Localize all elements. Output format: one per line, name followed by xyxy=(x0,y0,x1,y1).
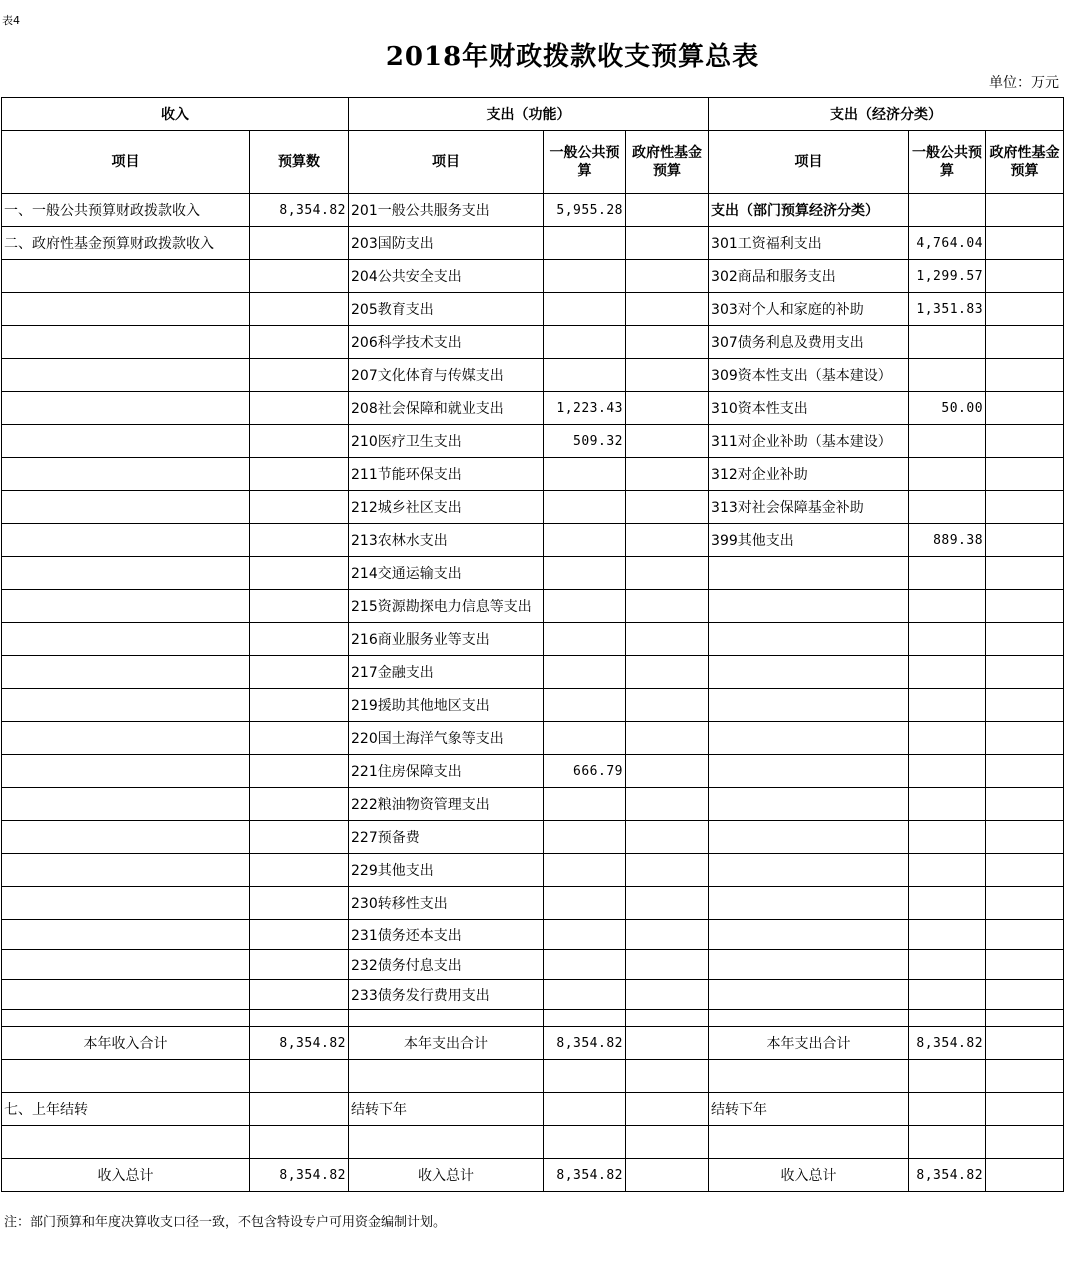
income-item-cell xyxy=(2,887,250,920)
table-row xyxy=(2,359,1064,392)
economic-govfund-cell xyxy=(986,293,1064,326)
income-budget-cell xyxy=(250,293,349,326)
economic-general-cell xyxy=(909,458,986,491)
function-general-cell: 666.79 xyxy=(544,755,626,788)
economic-expense-group-header: 支出（经济分类） xyxy=(709,98,1064,131)
table-row xyxy=(2,623,1064,656)
economic-item-cell: 399其他支出 xyxy=(709,524,909,557)
table-row xyxy=(2,590,1064,623)
table-row xyxy=(2,557,1064,590)
economic-govfund-cell xyxy=(986,821,1064,854)
function-general-cell xyxy=(544,326,626,359)
economic-general-cell: 8,354.82 xyxy=(909,1027,986,1060)
function-general-cell xyxy=(544,887,626,920)
economic-item-cell xyxy=(709,623,909,656)
income-item-cell xyxy=(2,689,250,722)
function-item-cell: 206科学技术支出 xyxy=(349,326,544,359)
income-budget-cell xyxy=(250,950,349,980)
table-row xyxy=(2,755,1064,788)
table-row xyxy=(2,1159,1064,1192)
function-item-header: 项目 xyxy=(349,131,544,194)
table-row xyxy=(2,689,1064,722)
function-govfund-cell xyxy=(626,260,709,293)
table-row xyxy=(2,1093,1064,1126)
function-govfund-cell xyxy=(626,887,709,920)
economic-general-cell xyxy=(909,656,986,689)
header-row-groups xyxy=(2,98,1064,131)
function-general-cell xyxy=(544,854,626,887)
table-row xyxy=(2,920,1064,950)
economic-govfund-cell xyxy=(986,1027,1064,1060)
income-budget-cell xyxy=(250,425,349,458)
economic-general-cell xyxy=(909,1010,986,1027)
economic-govfund-cell xyxy=(986,458,1064,491)
income-budget-header: 预算数 xyxy=(250,131,349,194)
function-general-cell xyxy=(544,458,626,491)
income-item-cell xyxy=(2,524,250,557)
economic-govfund-cell xyxy=(986,227,1064,260)
economic-item-cell: 309资本性支出（基本建设） xyxy=(709,359,909,392)
economic-govfund-cell xyxy=(986,887,1064,920)
table-row xyxy=(2,980,1064,1010)
function-govfund-cell xyxy=(626,722,709,755)
function-govfund-cell xyxy=(626,293,709,326)
economic-general-cell xyxy=(909,623,986,656)
function-govfund-cell xyxy=(626,689,709,722)
economic-general-cell xyxy=(909,557,986,590)
economic-item-cell: 302商品和服务支出 xyxy=(709,260,909,293)
economic-govfund-cell xyxy=(986,1093,1064,1126)
economic-govfund-cell xyxy=(986,590,1064,623)
function-item-cell xyxy=(349,1060,544,1093)
table-row xyxy=(2,260,1064,293)
page-title: 2018年财政拨款收支预算总表 xyxy=(385,42,760,72)
income-item-cell: 一、一般公共预算财政拨款收入 xyxy=(2,194,250,227)
economic-item-cell: 结转下年 xyxy=(709,1093,909,1126)
function-govfund-cell xyxy=(626,326,709,359)
income-item-cell xyxy=(2,788,250,821)
function-govfund-cell xyxy=(626,392,709,425)
income-budget-cell xyxy=(250,326,349,359)
income-budget-cell xyxy=(250,359,349,392)
income-item-header: 项目 xyxy=(2,131,250,194)
economic-item-cell xyxy=(709,1010,909,1027)
economic-govfund-cell xyxy=(986,194,1064,227)
function-govfund-cell xyxy=(626,491,709,524)
economic-item-cell: 313对社会保障基金补助 xyxy=(709,491,909,524)
function-general-cell xyxy=(544,491,626,524)
income-budget-cell xyxy=(250,458,349,491)
economic-item-cell xyxy=(709,1060,909,1093)
table-row xyxy=(2,392,1064,425)
economic-item-cell xyxy=(709,950,909,980)
economic-general-cell xyxy=(909,821,986,854)
income-item-cell xyxy=(2,1010,250,1027)
economic-item-cell xyxy=(709,887,909,920)
income-item-cell: 二、政府性基金预算财政拨款收入 xyxy=(2,227,250,260)
footnote: 注：部门预算和年度决算收支口径一致，不包含特设专户可用资金编制计划。 xyxy=(4,1215,447,1230)
function-item-cell xyxy=(349,1010,544,1027)
function-general-cell: 8,354.82 xyxy=(544,1027,626,1060)
function-item-cell: 212城乡社区支出 xyxy=(349,491,544,524)
function-general-cell xyxy=(544,1126,626,1159)
function-item-cell: 205教育支出 xyxy=(349,293,544,326)
income-item-cell: 收入总计 xyxy=(2,1159,250,1192)
function-govfund-header: 政府性基金预算 xyxy=(626,131,709,194)
economic-govfund-cell xyxy=(986,950,1064,980)
economic-govfund-cell xyxy=(986,359,1064,392)
economic-govfund-cell xyxy=(986,1010,1064,1027)
function-govfund-cell xyxy=(626,1093,709,1126)
table-row xyxy=(2,1060,1064,1093)
function-govfund-cell xyxy=(626,788,709,821)
economic-govfund-header: 政府性基金预算 xyxy=(986,131,1064,194)
economic-general-cell: 1,299.57 xyxy=(909,260,986,293)
economic-govfund-cell xyxy=(986,392,1064,425)
economic-govfund-cell xyxy=(986,854,1064,887)
function-item-cell: 229其他支出 xyxy=(349,854,544,887)
economic-item-cell: 307债务利息及费用支出 xyxy=(709,326,909,359)
function-general-cell xyxy=(544,227,626,260)
income-budget-cell xyxy=(250,557,349,590)
function-govfund-cell xyxy=(626,425,709,458)
function-item-cell: 结转下年 xyxy=(349,1093,544,1126)
income-item-cell xyxy=(2,557,250,590)
income-budget-cell xyxy=(250,1010,349,1027)
table-row xyxy=(2,524,1064,557)
income-item-cell xyxy=(2,293,250,326)
function-govfund-cell xyxy=(626,1126,709,1159)
income-item-cell xyxy=(2,821,250,854)
income-item-cell xyxy=(2,722,250,755)
table-row xyxy=(2,887,1064,920)
function-general-cell xyxy=(544,788,626,821)
income-item-cell: 本年收入合计 xyxy=(2,1027,250,1060)
economic-general-cell xyxy=(909,755,986,788)
income-budget-cell: 8,354.82 xyxy=(250,1159,349,1192)
income-budget-cell xyxy=(250,1093,349,1126)
function-item-cell: 221住房保障支出 xyxy=(349,755,544,788)
table-row xyxy=(2,854,1064,887)
income-budget-cell xyxy=(250,1060,349,1093)
economic-govfund-cell xyxy=(986,689,1064,722)
function-item-cell: 208社会保障和就业支出 xyxy=(349,392,544,425)
economic-general-cell: 889.38 xyxy=(909,524,986,557)
income-group-header: 收入 xyxy=(2,98,349,131)
function-general-cell: 8,354.82 xyxy=(544,1159,626,1192)
income-item-cell xyxy=(2,458,250,491)
function-govfund-cell xyxy=(626,1010,709,1027)
function-govfund-cell xyxy=(626,950,709,980)
function-general-header: 一般公共预算 xyxy=(544,131,626,194)
economic-govfund-cell xyxy=(986,1126,1064,1159)
economic-item-cell xyxy=(709,656,909,689)
economic-govfund-cell xyxy=(986,1060,1064,1093)
function-general-cell xyxy=(544,623,626,656)
table-row xyxy=(2,491,1064,524)
economic-item-cell: 301工资福利支出 xyxy=(709,227,909,260)
table-row xyxy=(2,821,1064,854)
economic-general-cell xyxy=(909,359,986,392)
economic-item-cell: 支出（部门预算经济分类） xyxy=(709,194,909,227)
economic-item-cell xyxy=(709,755,909,788)
function-govfund-cell xyxy=(626,590,709,623)
economic-item-cell xyxy=(709,854,909,887)
table-row xyxy=(2,788,1064,821)
function-general-cell xyxy=(544,293,626,326)
function-general-cell xyxy=(544,821,626,854)
economic-general-cell xyxy=(909,1126,986,1159)
income-budget-cell xyxy=(250,722,349,755)
function-general-cell: 509.32 xyxy=(544,425,626,458)
function-item-cell: 201一般公共服务支出 xyxy=(349,194,544,227)
income-item-cell xyxy=(2,1126,250,1159)
function-general-cell xyxy=(544,1093,626,1126)
function-govfund-cell xyxy=(626,920,709,950)
income-budget-cell xyxy=(250,980,349,1010)
function-item-cell: 232债务付息支出 xyxy=(349,950,544,980)
table-row xyxy=(2,326,1064,359)
table-row xyxy=(2,227,1064,260)
economic-item-cell: 收入总计 xyxy=(709,1159,909,1192)
economic-general-cell xyxy=(909,950,986,980)
income-budget-cell xyxy=(250,656,349,689)
income-budget-cell: 8,354.82 xyxy=(250,1027,349,1060)
function-item-cell: 217金融支出 xyxy=(349,656,544,689)
function-item-cell: 222粮油物资管理支出 xyxy=(349,788,544,821)
income-budget-cell xyxy=(250,227,349,260)
economic-govfund-cell xyxy=(986,755,1064,788)
income-item-cell xyxy=(2,260,250,293)
economic-general-cell xyxy=(909,425,986,458)
income-budget-cell xyxy=(250,887,349,920)
income-item-cell xyxy=(2,920,250,950)
table-id-label: 表4 xyxy=(2,14,20,27)
function-general-cell xyxy=(544,920,626,950)
function-govfund-cell xyxy=(626,821,709,854)
economic-govfund-cell xyxy=(986,491,1064,524)
function-govfund-cell xyxy=(626,557,709,590)
function-item-cell: 210医疗卫生支出 xyxy=(349,425,544,458)
function-item-cell: 收入总计 xyxy=(349,1159,544,1192)
function-govfund-cell xyxy=(626,194,709,227)
function-item-cell xyxy=(349,1126,544,1159)
economic-general-cell xyxy=(909,1093,986,1126)
table-row xyxy=(2,1126,1064,1159)
economic-item-cell: 本年支出合计 xyxy=(709,1027,909,1060)
economic-item-header: 项目 xyxy=(709,131,909,194)
economic-item-cell: 310资本性支出 xyxy=(709,392,909,425)
function-general-cell xyxy=(544,1010,626,1027)
economic-govfund-cell xyxy=(986,1159,1064,1192)
income-item-cell xyxy=(2,623,250,656)
function-govfund-cell xyxy=(626,1027,709,1060)
economic-govfund-cell xyxy=(986,920,1064,950)
table-row xyxy=(2,656,1064,689)
function-general-cell: 5,955.28 xyxy=(544,194,626,227)
economic-govfund-cell xyxy=(986,425,1064,458)
unit-label: 单位：万元 xyxy=(989,75,1059,91)
economic-item-cell xyxy=(709,788,909,821)
economic-govfund-cell xyxy=(986,656,1064,689)
function-item-cell: 233债务发行费用支出 xyxy=(349,980,544,1010)
function-item-cell: 220国土海洋气象等支出 xyxy=(349,722,544,755)
economic-general-cell xyxy=(909,326,986,359)
income-budget-cell xyxy=(250,491,349,524)
income-item-cell xyxy=(2,491,250,524)
table-row xyxy=(2,194,1064,227)
economic-govfund-cell xyxy=(986,980,1064,1010)
economic-item-cell xyxy=(709,821,909,854)
function-expense-group-header: 支出（功能） xyxy=(349,98,709,131)
economic-item-cell xyxy=(709,980,909,1010)
income-budget-cell xyxy=(250,920,349,950)
function-general-cell xyxy=(544,590,626,623)
function-item-cell: 216商业服务业等支出 xyxy=(349,623,544,656)
function-govfund-cell xyxy=(626,458,709,491)
economic-general-cell xyxy=(909,1060,986,1093)
economic-item-cell: 303对个人和家庭的补助 xyxy=(709,293,909,326)
income-item-cell xyxy=(2,950,250,980)
income-item-cell xyxy=(2,1060,250,1093)
income-budget-cell xyxy=(250,755,349,788)
function-general-cell xyxy=(544,980,626,1010)
income-item-cell xyxy=(2,392,250,425)
income-item-cell: 七、上年结转 xyxy=(2,1093,250,1126)
economic-item-cell xyxy=(709,557,909,590)
economic-general-cell xyxy=(909,788,986,821)
table-row xyxy=(2,1027,1064,1060)
income-budget-cell: 8,354.82 xyxy=(250,194,349,227)
table-row xyxy=(2,425,1064,458)
function-govfund-cell xyxy=(626,656,709,689)
economic-govfund-cell xyxy=(986,788,1064,821)
economic-general-cell xyxy=(909,854,986,887)
income-budget-cell xyxy=(250,1126,349,1159)
function-govfund-cell xyxy=(626,227,709,260)
function-general-cell xyxy=(544,1060,626,1093)
table-row xyxy=(2,950,1064,980)
economic-general-cell xyxy=(909,590,986,623)
economic-item-cell xyxy=(709,722,909,755)
economic-item-cell: 311对企业补助（基本建设） xyxy=(709,425,909,458)
function-item-cell: 230转移性支出 xyxy=(349,887,544,920)
economic-general-cell xyxy=(909,194,986,227)
function-item-cell: 219援助其他地区支出 xyxy=(349,689,544,722)
economic-general-cell: 50.00 xyxy=(909,392,986,425)
function-general-cell xyxy=(544,260,626,293)
function-item-cell: 227预备费 xyxy=(349,821,544,854)
economic-general-cell: 1,351.83 xyxy=(909,293,986,326)
table-row xyxy=(2,458,1064,491)
function-item-cell: 215资源勘探电力信息等支出 xyxy=(349,590,544,623)
table-row xyxy=(2,293,1064,326)
function-govfund-cell xyxy=(626,1060,709,1093)
economic-govfund-cell xyxy=(986,722,1064,755)
function-item-cell: 204公共安全支出 xyxy=(349,260,544,293)
economic-general-cell: 4,764.04 xyxy=(909,227,986,260)
income-item-cell xyxy=(2,326,250,359)
economic-govfund-cell xyxy=(986,326,1064,359)
function-govfund-cell xyxy=(626,524,709,557)
economic-general-cell xyxy=(909,722,986,755)
economic-item-cell xyxy=(709,1126,909,1159)
function-govfund-cell xyxy=(626,359,709,392)
income-item-cell xyxy=(2,854,250,887)
economic-general-cell xyxy=(909,980,986,1010)
function-item-cell: 231债务还本支出 xyxy=(349,920,544,950)
function-govfund-cell xyxy=(626,854,709,887)
economic-item-cell xyxy=(709,689,909,722)
economic-govfund-cell xyxy=(986,623,1064,656)
header-row-columns xyxy=(2,131,1064,194)
function-general-cell xyxy=(544,557,626,590)
function-item-cell: 207文化体育与传媒支出 xyxy=(349,359,544,392)
economic-general-cell xyxy=(909,491,986,524)
economic-item-cell xyxy=(709,590,909,623)
income-budget-cell xyxy=(250,524,349,557)
income-budget-cell xyxy=(250,392,349,425)
function-general-cell xyxy=(544,524,626,557)
function-item-cell: 211节能环保支出 xyxy=(349,458,544,491)
income-budget-cell xyxy=(250,821,349,854)
income-item-cell xyxy=(2,980,250,1010)
income-budget-cell xyxy=(250,260,349,293)
function-item-cell: 203国防支出 xyxy=(349,227,544,260)
function-general-cell: 1,223.43 xyxy=(544,392,626,425)
economic-general-cell xyxy=(909,887,986,920)
economic-govfund-cell xyxy=(986,524,1064,557)
income-item-cell xyxy=(2,755,250,788)
function-item-cell: 213农林水支出 xyxy=(349,524,544,557)
function-general-cell xyxy=(544,689,626,722)
function-govfund-cell xyxy=(626,623,709,656)
income-budget-cell xyxy=(250,854,349,887)
economic-general-header: 一般公共预算 xyxy=(909,131,986,194)
economic-general-cell xyxy=(909,689,986,722)
function-general-cell xyxy=(544,359,626,392)
budget-table xyxy=(1,97,1064,1192)
table-row xyxy=(2,1010,1064,1027)
function-govfund-cell xyxy=(626,755,709,788)
economic-govfund-cell xyxy=(986,260,1064,293)
table-row xyxy=(2,722,1064,755)
economic-govfund-cell xyxy=(986,557,1064,590)
income-budget-cell xyxy=(250,590,349,623)
function-general-cell xyxy=(544,950,626,980)
economic-item-cell xyxy=(709,920,909,950)
function-item-cell: 214交通运输支出 xyxy=(349,557,544,590)
income-budget-cell xyxy=(250,623,349,656)
function-general-cell xyxy=(544,656,626,689)
economic-general-cell xyxy=(909,920,986,950)
income-item-cell xyxy=(2,425,250,458)
function-govfund-cell xyxy=(626,980,709,1010)
function-item-cell: 本年支出合计 xyxy=(349,1027,544,1060)
function-govfund-cell xyxy=(626,1159,709,1192)
income-item-cell xyxy=(2,359,250,392)
income-budget-cell xyxy=(250,788,349,821)
income-budget-cell xyxy=(250,689,349,722)
economic-item-cell: 312对企业补助 xyxy=(709,458,909,491)
economic-general-cell: 8,354.82 xyxy=(909,1159,986,1192)
function-general-cell xyxy=(544,722,626,755)
income-item-cell xyxy=(2,590,250,623)
income-item-cell xyxy=(2,656,250,689)
